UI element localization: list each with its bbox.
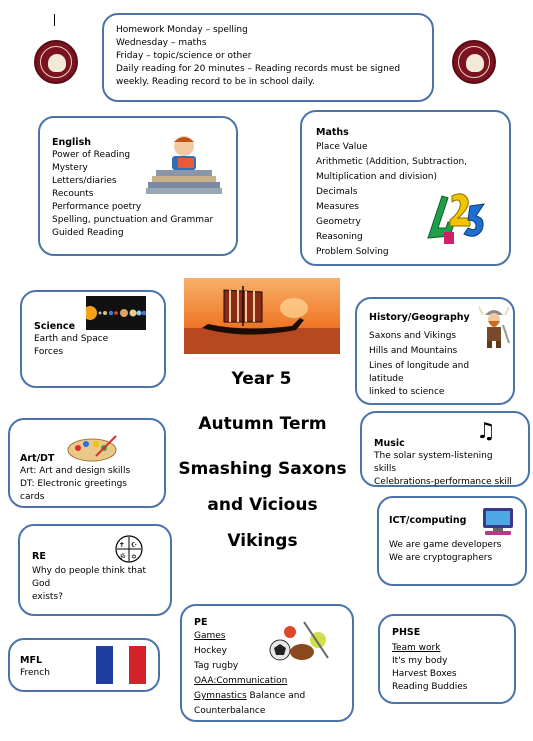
flag-white-stripe bbox=[113, 646, 130, 684]
flag-blue-stripe bbox=[96, 646, 113, 684]
svg-text:ॐ: ॐ bbox=[119, 553, 126, 561]
music-item: Celebrations-performance skill bbox=[374, 477, 512, 487]
sports-balls-icon bbox=[264, 620, 332, 664]
faith-symbols-icon bbox=[114, 534, 144, 564]
english-item: Spelling, punctuation and Grammar bbox=[52, 215, 214, 225]
phse-box bbox=[378, 614, 516, 704]
artdt-title: Art/DT bbox=[20, 453, 55, 464]
english-item: Performance poetry bbox=[52, 202, 142, 212]
mfl-title: MFL bbox=[20, 655, 42, 666]
homework-line: Friday – topic/science or other bbox=[116, 51, 252, 61]
maths-item: Arithmetic (Addition, Subtraction, bbox=[316, 157, 468, 167]
english-box bbox=[38, 116, 238, 256]
phse-item: Reading Buddies bbox=[392, 682, 468, 692]
history-title: History/Geography bbox=[369, 312, 470, 323]
viking-warrior-icon bbox=[477, 305, 511, 349]
pe-hockey: Hockey bbox=[194, 646, 227, 656]
homework-line: Homework Monday – spelling bbox=[116, 25, 248, 35]
term-heading: Autumn Term bbox=[198, 414, 327, 434]
ict-item: We are cryptographers bbox=[389, 553, 493, 563]
horse-icon bbox=[48, 54, 66, 72]
viking-ship-picture bbox=[184, 278, 340, 354]
topic-line-1: Smashing Saxons bbox=[178, 459, 347, 479]
pe-box bbox=[180, 604, 354, 722]
pe-games: Games bbox=[194, 631, 226, 641]
music-note-icon: ♫ bbox=[476, 419, 496, 444]
science-item: Earth and Space bbox=[34, 334, 109, 344]
music-title: Music bbox=[374, 438, 405, 449]
topic-line-3: Vikings bbox=[227, 531, 298, 551]
maths-title: Maths bbox=[316, 127, 349, 138]
history-item: Saxons and Vikings bbox=[369, 331, 457, 341]
school-logo-left bbox=[34, 40, 78, 84]
english-item: Guided Reading bbox=[52, 228, 124, 238]
homework-line: weekly. Reading record to be in school daily. bbox=[116, 77, 315, 87]
svg-text:☪: ☪ bbox=[131, 541, 138, 549]
re-title: RE bbox=[32, 551, 46, 562]
science-title: Science bbox=[34, 321, 76, 332]
phse-item: Harvest Boxes bbox=[392, 669, 457, 679]
school-logo-right bbox=[452, 40, 496, 84]
mfl-item: French bbox=[20, 668, 50, 678]
svg-text:✝: ✝ bbox=[119, 541, 125, 549]
reading-boy-icon bbox=[142, 132, 226, 202]
history-item: Hills and Mountains bbox=[369, 346, 458, 356]
artdt-item: DT: Electronic greetings cards bbox=[20, 479, 127, 502]
pe-title: PE bbox=[194, 617, 208, 628]
english-item: Mystery bbox=[52, 163, 88, 173]
english-title: English bbox=[52, 137, 91, 148]
text-cursor-mark bbox=[54, 14, 55, 26]
maths-item: Reasoning bbox=[316, 232, 363, 242]
phse-item: Team work bbox=[392, 643, 441, 653]
science-item: Forces bbox=[34, 347, 64, 357]
english-item: Letters/diaries bbox=[52, 176, 117, 186]
ict-box bbox=[377, 496, 527, 586]
ict-title: ICT/computing bbox=[389, 515, 467, 526]
mfl-box bbox=[8, 638, 160, 692]
maths-box bbox=[300, 110, 511, 266]
artdt-item: Art: Art and design skills bbox=[20, 466, 131, 476]
phse-item: It's my body bbox=[392, 656, 448, 666]
svg-text:✡: ✡ bbox=[131, 553, 137, 561]
history-item: Lines of longitude and latitude bbox=[369, 361, 470, 384]
pe-gymnastics-line bbox=[194, 690, 340, 703]
phse-title: PHSE bbox=[392, 627, 421, 638]
english-item: Recounts bbox=[52, 189, 94, 199]
pe-counterbalance: Counterbalance bbox=[194, 706, 266, 716]
homework-line: Wednesday – maths bbox=[116, 38, 207, 48]
pe-oaa: OAA:Communication bbox=[194, 676, 288, 686]
homework-box bbox=[102, 13, 434, 102]
horse-icon bbox=[466, 54, 484, 72]
paint-palette-icon bbox=[66, 434, 118, 462]
pe-gymnastics: Gymnastics bbox=[194, 691, 247, 701]
re-item: Why do people think that God bbox=[32, 566, 147, 589]
numbers-icon bbox=[424, 188, 490, 248]
topic-line-2: and Vicious bbox=[207, 495, 318, 515]
music-item: The solar system-listening skills bbox=[374, 451, 493, 474]
re-item: exists? bbox=[32, 592, 63, 602]
history-box bbox=[355, 297, 515, 405]
homework-line: Daily reading for 20 minutes – Reading records must be signed bbox=[116, 64, 401, 74]
solar-system-icon bbox=[86, 296, 146, 330]
maths-item: Multiplication and division) bbox=[316, 172, 438, 182]
flag-red-stripe bbox=[129, 646, 146, 684]
pe-gymnastics-rest: Balance and bbox=[246, 691, 306, 701]
re-box bbox=[18, 524, 172, 616]
maths-item: Measures bbox=[316, 202, 359, 212]
maths-item: Place Value bbox=[316, 142, 368, 152]
maths-item: Decimals bbox=[316, 187, 358, 197]
history-item: linked to science bbox=[369, 387, 445, 397]
artdt-box bbox=[8, 418, 166, 508]
maths-item: Geometry bbox=[316, 217, 361, 227]
year-heading: Year 5 bbox=[231, 369, 292, 389]
maths-item: Problem Solving bbox=[316, 247, 389, 257]
computer-icon bbox=[479, 506, 517, 536]
french-flag-icon bbox=[96, 646, 146, 684]
music-box bbox=[360, 411, 530, 487]
english-item: Power of Reading bbox=[52, 150, 131, 160]
ict-item: We are game developers bbox=[389, 540, 502, 550]
pe-tag-rugby: Tag rugby bbox=[194, 661, 239, 671]
